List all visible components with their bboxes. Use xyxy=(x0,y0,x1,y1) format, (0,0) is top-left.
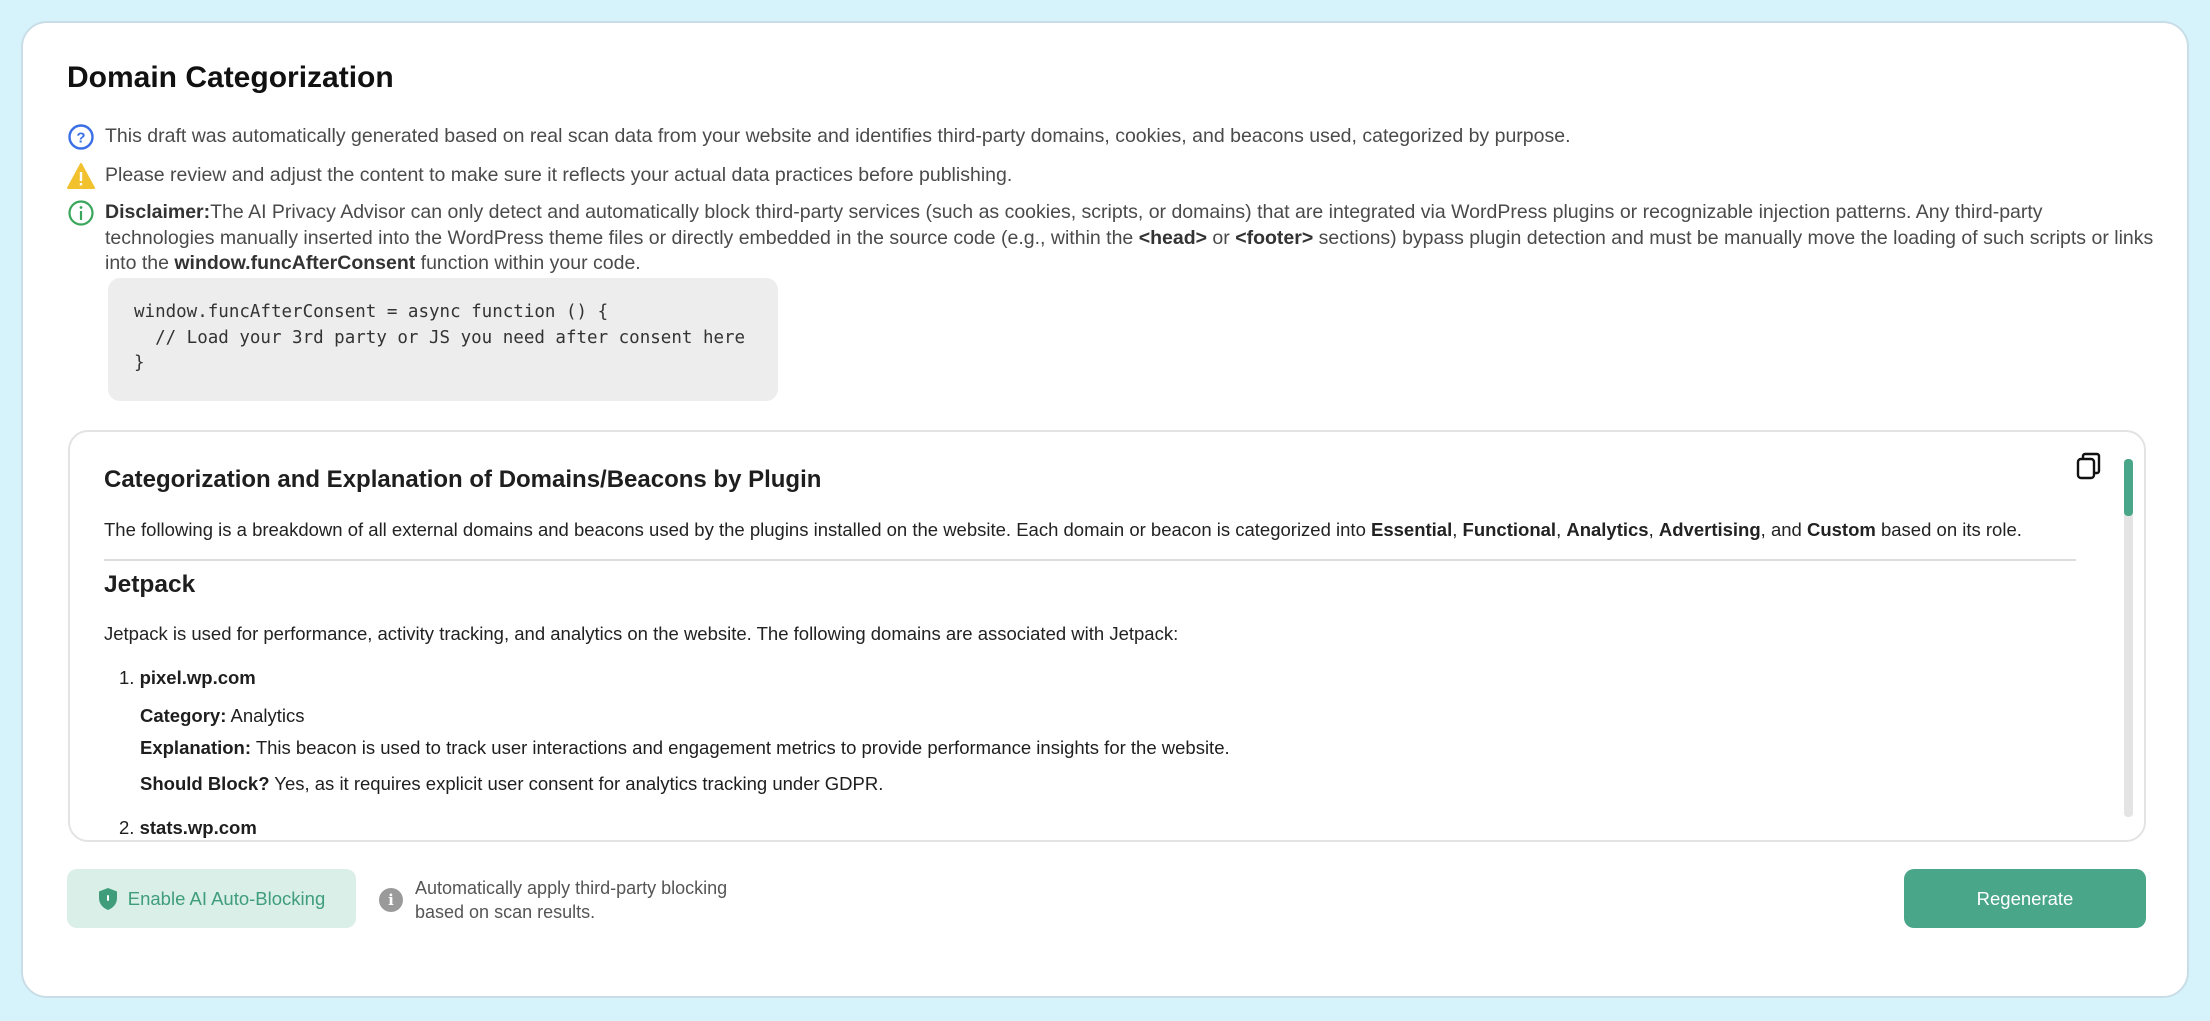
domain-should-block: Should Block? Yes, as it requires explicit user consent for analytics tracking under GDPR. xyxy=(140,773,884,794)
code-snippet: window.funcAfterConsent = async function () { // Load your 3rd party or JS you need after consent here } xyxy=(108,278,778,401)
domain-category: Category: Analytics xyxy=(140,705,305,726)
review-note: Please review and adjust the content to make sure it reflects your actual data practices before publishing. xyxy=(67,163,1012,190)
domain-categorization-card xyxy=(21,21,2189,998)
domain-list-item: 2. stats.wp.com xyxy=(119,817,257,838)
enable-ai-auto-blocking-button[interactable]: Enable AI Auto-Blocking xyxy=(67,869,356,928)
divider xyxy=(104,559,2076,561)
warning-icon xyxy=(67,162,95,190)
domain-explanation: Explanation: This beacon is used to track user interactions and engagement metrics to provide performance insights for the website. xyxy=(140,737,1230,758)
auto-blocking-hint: i Automatically apply third-party blocking based on scan results. xyxy=(379,876,775,924)
intro-paragraph: The following is a breakdown of all external domains and beacons used by the plugins installed on the website. Each domain or beacon is categorized into Essential, Functional, Analytics, Advertising, and Custom based on its role. xyxy=(104,519,2022,540)
plugin-description: Jetpack is used for performance, activity tracking, and analytics on the website. The following domains are associated with Jetpack: xyxy=(104,623,1179,644)
scrollbar[interactable] xyxy=(2124,459,2133,817)
plugin-heading: Jetpack xyxy=(104,571,196,598)
scrollbar-thumb[interactable] xyxy=(2124,459,2133,516)
page-title: Domain Categorization xyxy=(67,61,394,94)
regenerate-button[interactable]: Regenerate xyxy=(1904,869,2146,928)
output-heading: Categorization and Explanation of Domains/Beacons by Plugin xyxy=(104,466,822,493)
draft-note: ? This draft was automatically generated based on real scan data from your website and identifies third-party domains, cookies, and beacons used, categorized by purpose. xyxy=(67,124,1571,151)
info-icon: i xyxy=(379,888,403,912)
output-scroll-area[interactable] xyxy=(70,432,2110,842)
question-icon xyxy=(67,123,95,151)
shield-icon xyxy=(98,887,118,911)
svg-text:?: ? xyxy=(76,129,86,147)
disclaimer-note: Disclaimer:The AI Privacy Advisor can only detect and automatically block third-party services (such as cookies, scripts, or domains) that are integrated via WordPress plugins or recognizable injection patterns. Any third-party technologies manually inserted into the WordPress theme files or directly embedded in the source code (e.g., within the <head> or <footer> sections) bypass plugin detection and must be manually move the loading of such scripts or links into the window.funcAfterConsent function within your code. xyxy=(67,200,2157,277)
categorization-output xyxy=(68,430,2146,842)
domain-list-item: 1. pixel.wp.com xyxy=(119,667,256,688)
copy-icon[interactable] xyxy=(2076,452,2102,480)
info-icon xyxy=(67,199,95,227)
